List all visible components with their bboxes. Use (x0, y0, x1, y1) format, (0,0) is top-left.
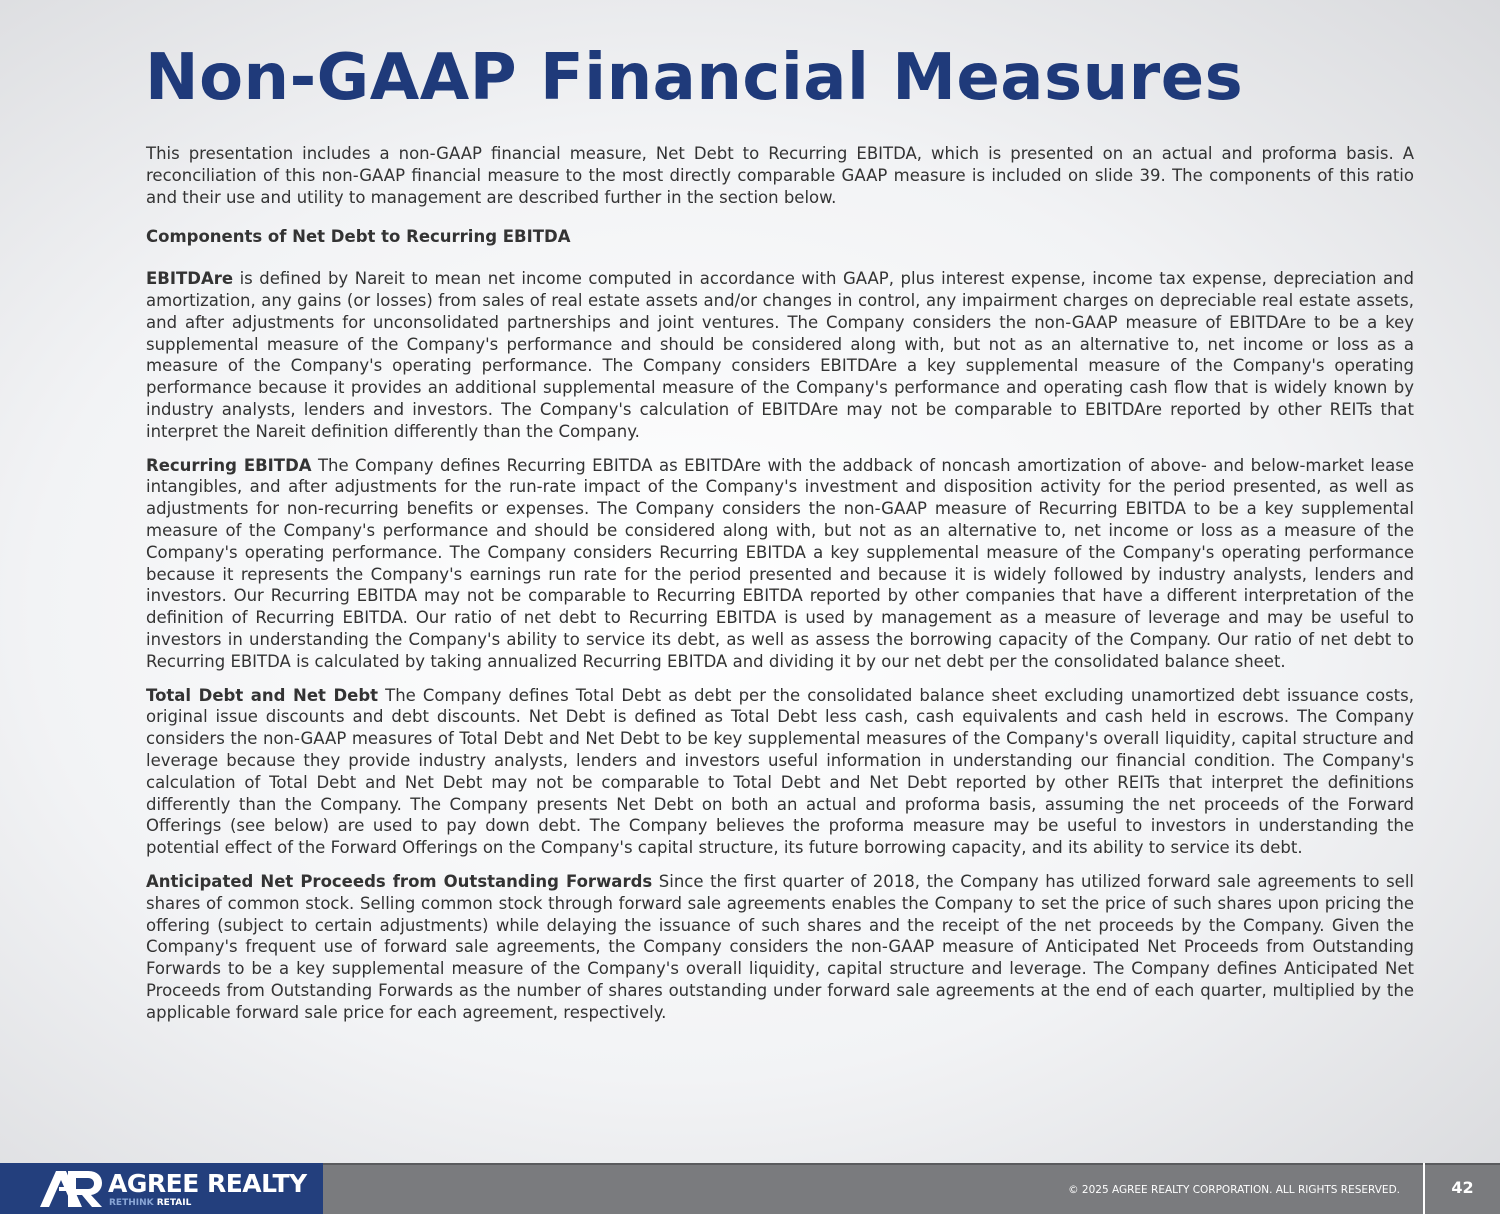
definition-term: EBITDAre (146, 269, 234, 289)
intro-paragraph: This presentation includes a non-GAAP financial measure, Net Debt to Recurring EBITDA, which is presented on an actual and proforma basis. A reconciliation of this non-GAAP financial measure to the most directly comparable GAAP measure is included on slide 39. The components of this ratio and their use and utility to management are described further in the section below. (146, 144, 1414, 207)
definition-recurring-ebitda (146, 455, 1414, 673)
definition-text: Since the first quarter of 2018, the Company has utilized forward sale agreements to sell shares of common stock. Selling common stock through forward sale agreements enables the Company to set the price of such shares upon pricing the offering (subject to certain adjustments) while delaying the issuance of such shares and the receipt of the net proceeds by the Company. Given the Company's frequent use of forward sale agreements, the Company considers the non-GAAP measure of Anticipated Net Proceeds from Outstanding Forwards to be a key supplemental measure of the Company's overall liquidity, capital structure and leverage. The Company defines Anticipated Net Proceeds from Outstanding Forwards as the number of shares outstanding under forward sale agreements at the end of each quarter, multiplied by the applicable forward sale price for each agreement, respectively. (146, 871, 1414, 1022)
logo-tagline: RETHINK RETAIL (109, 1198, 192, 1208)
page-number: 42 (1451, 1178, 1474, 1197)
definition-text: The Company defines Total Debt as debt per the consolidated balance sheet excluding unamortized debt issuance costs, original issue discounts and debt discounts. Net Debt is defined as Total Debt less cash, cash equivalents and cash held in escrows. The Company considers the non-GAAP measures of Total Debt and Net Debt to be key supplemental measures of the Company's overall liquidity, capital structure and leverage because they provide industry analysts, lenders and investors useful information in understanding our financial condition. The Company's calculation of Total Debt and Net Debt may not be comparable to Total Debt and Net Debt reported by other REITs that interpret the definitions differently than the Company. The Company presents Net Debt on both an actual and proforma basis, assuming the net proceeds of the Forward Offerings (see below) are used to pay down debt. The Company believes the proforma measure may be useful to investors in understanding the potential effect of the Forward Offerings on the Company's capital structure, its future borrowing capacity, and its ability to service its debt. (146, 685, 1414, 858)
footer-bar (0, 1163, 1500, 1214)
section-subheading: Components of Net Debt to Recurring EBITDA (146, 227, 571, 247)
body-content (146, 143, 1414, 1023)
copyright-notice: © 2025 AGREE REALTY CORPORATION. ALL RIGHTS RESERVED. (1068, 1184, 1400, 1196)
definition-ebitdare (146, 268, 1414, 442)
definition-term: Total Debt and Net Debt (146, 685, 379, 705)
page-title: Non-GAAP Financial Measures (145, 41, 1244, 115)
definition-total-debt-net-debt (146, 685, 1414, 859)
definition-term: Anticipated Net Proceeds from Outstanding Forwards (146, 871, 653, 891)
company-logo (0, 1163, 323, 1214)
definition-anticipated-net-proceeds (146, 871, 1414, 1024)
ar-logo-icon (38, 1169, 104, 1209)
definition-text: is defined by Nareit to mean net income computed in accordance with GAAP, plus interest expense, income tax expense, depreciation and amortization, any gains (or losses) from sales of real estate assets and/or changes in control, any impairment charges on depreciable real estate assets, and after adjustments for unconsolidated partnerships and joint ventures. The Company considers the non-GAAP measure of EBITDAre to be a key supplemental measure of the Company's performance and should be considered along with, but not as an alternative to, net income or loss as a measure of the Company's operating performance. The Company considers EBITDAre a key supplemental measure of the Company's operating performance because it provides an additional supplemental measure of the Company's performance and operating cash flow that is widely known by industry analysts, lenders and investors. The Company's calculation of EBITDAre may not be comparable to EBITDAre reported by other REITs that interpret the Nareit definition differently than the Company. (146, 269, 1414, 441)
logo-wordmark: AGREE REALTY (108, 1169, 307, 1198)
definition-term: Recurring EBITDA (146, 455, 312, 475)
definition-text: The Company defines Recurring EBITDA as EBITDAre with the addback of noncash amortization of above- and below-market lease intangibles, and after adjustments for the run-rate impact of the Company's investment and disposition activity for the period presented, as well as adjustments for non-recurring benefits or expenses. The Company considers the non-GAAP measure of Recurring EBITDA to be a key supplemental measure of the Company's performance and should be considered along with, but not as an alternative to, net income or loss as a measure of the Company's operating performance. The Company considers Recurring EBITDA a key supplemental measure of the Company's operating performance because it represents the Company's earnings run rate for the period presented and because it is widely followed by industry analysts, lenders and investors. Our Recurring EBITDA may not be comparable to Recurring EBITDA reported by other companies that have a different interpretation of the definition of Recurring EBITDA. Our ratio of net debt to Recurring EBITDA is used by management as a measure of leverage and may be useful to investors in understanding the Company's ability to service its debt, as well as assess the borrowing capacity of the Company. Our ratio of net debt to Recurring EBITDA is calculated by taking annualized Recurring EBITDA and dividing it by our net debt per the consolidated balance sheet. (146, 455, 1414, 671)
